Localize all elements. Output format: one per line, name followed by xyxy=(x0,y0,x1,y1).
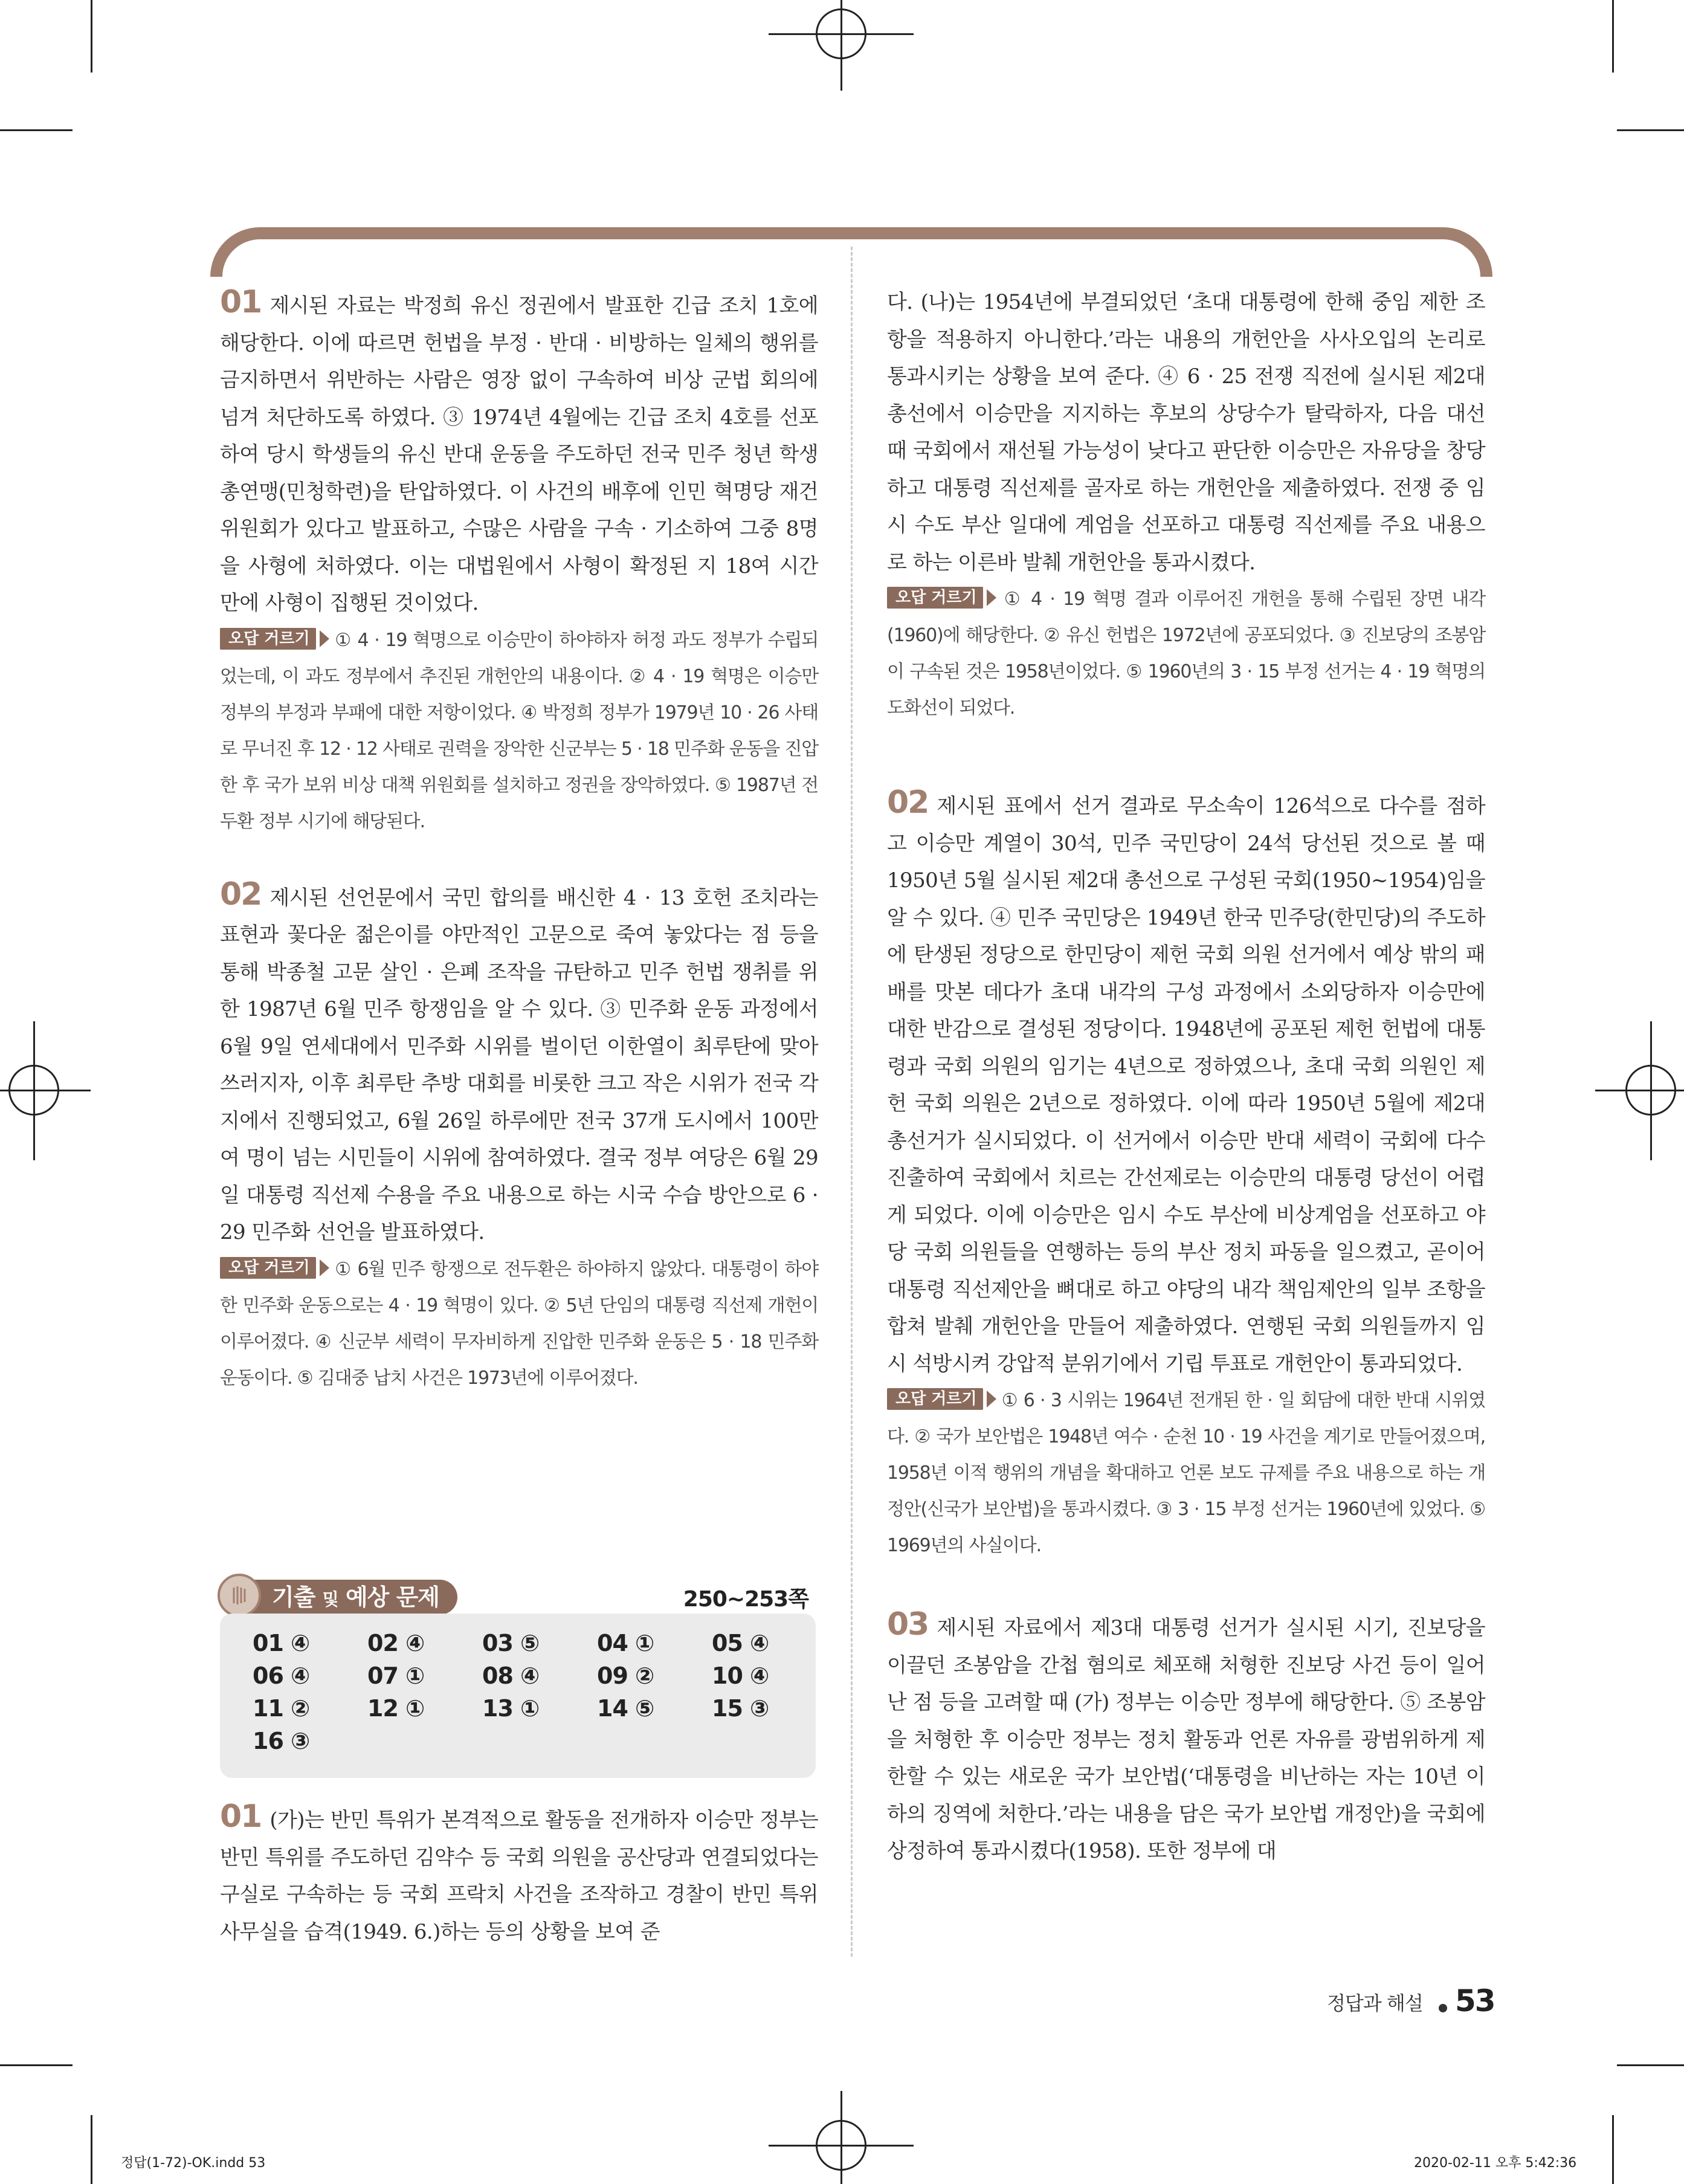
left-column-bottom xyxy=(220,1798,818,1951)
page-number: 53 xyxy=(1455,1983,1495,2018)
answer-item: 06 ④ xyxy=(253,1662,310,1689)
book-icon xyxy=(218,1574,261,1617)
answer-item: 01 ④ xyxy=(253,1630,310,1656)
crop-mark-top-left xyxy=(91,0,92,73)
print-slug-time: 2020-02-11 오후 5:42:36 xyxy=(1414,2156,1577,2171)
answer-item: 07 ① xyxy=(367,1662,425,1689)
wrong-answer-note xyxy=(887,581,1485,726)
wrong-answer-tag: 오답 거르기 xyxy=(220,1257,316,1279)
question-number: 02 xyxy=(220,876,262,913)
right-column xyxy=(887,284,1485,1870)
crop-mark-right-top xyxy=(1617,129,1684,131)
answer-section-title: 기출 및 예상 문제 xyxy=(242,1580,457,1615)
crop-mark-bottom-left xyxy=(91,2115,92,2184)
wrong-answer-tag: 오답 거르기 xyxy=(220,628,316,650)
answer-item: 16 ③ xyxy=(253,1728,310,1754)
answer-item: 11 ② xyxy=(253,1695,310,1722)
explanation-text: 제시된 표에서 선거 결과로 무소속이 126석으로 다수를 점하고 이승만 계열이 30석, 민주 국민당이 24석 당선된 것으로 볼 때 1950년 5월 실시된 제2대 총선으로 구성된 국회(1950~1954)임을 알 수 있다. ④ 민주 국민당은 1949년 한국 민주당(한민당)의 주도하에 탄생된 정당으로 한민당이 제헌 국회 의원 선거에서 예상 밖의 패배를 맛본 데다가 초대 내각의 구성 과정에서 소외당하자 이승만에 대한 반감으로 결성된 정당이다. 1948년에 공포된 제헌 헌법에 대통령과 국회 의원의 임기는 4년으로 정하였으나, 초대 국회 의원인 제헌 국회 의원은 2년으로 정하였다. 이에 따라 1950년 5월에 제2대 총선거가 실시되었다. 이 선거에서 이승만 반대 세력이 국회에 다수 진출하여 국회에서 치르는 간선제로는 이승만의 대통령 당선이 어렵게 되었다. 이에 이승만은 임시 수도 부산에 비상계엄을 선포하고 야당 국회 의원들을 연행하는 등의 부산 정치 파동을 일으켰고, 곧이어 대통령 직선제안을 뼈대로 하고 야당의 내각 책임제안의 일부 조항을 합쳐 발췌 개헌안을 만들어 제출하였다. 연행된 국회 의원들까지 임시 석방시켜 강압적 분위기에서 기립 투표로 개헌안이 통과되었다. xyxy=(887,794,1485,1376)
crop-mark-bottom-right xyxy=(1612,2115,1614,2184)
left-column xyxy=(220,284,818,1397)
answer-section-header xyxy=(218,1571,816,1620)
crop-mark-left-top xyxy=(0,129,73,131)
answer-item: 15 ③ xyxy=(712,1695,769,1722)
wrong-answer-note xyxy=(220,1252,818,1397)
explanation-text: 제시된 자료에서 제3대 대통령 선거가 실시된 시기, 진보당을 이끌던 조봉암을 간첩 혐의로 체포해 처형한 진보당 사건 등이 일어난 점 등을 고려할 때 (가) 정부는 이승만 정부에 해당한다. ⑤ 조봉암을 처형한 후 이승만 정부는 정치 활동과 언론 자유를 광범위하게 제한할 수 있는 새로운 국가 보안법(‘대통령을 비난하는 자는 10년 이하의 징역에 처한다.’라는 내용을 담은 국가 보안법 개정안)을 국회에 상정하여 통과시켰다(1958). 또한 정부에 대 xyxy=(887,1616,1485,1863)
answer-item: 13 ① xyxy=(482,1695,540,1722)
explanation-paragraph xyxy=(220,284,818,622)
explanation-paragraph xyxy=(220,876,818,1252)
answer-page-range: 250~253쪽 xyxy=(683,1587,808,1612)
answer-item: 12 ① xyxy=(367,1695,425,1722)
answer-item: 04 ① xyxy=(597,1630,654,1656)
explanation-paragraph xyxy=(220,1798,818,1951)
question-number: 01 xyxy=(220,1798,262,1835)
explanation-paragraph xyxy=(887,784,1485,1383)
wrong-answer-text: ① 6 · 3 시위는 1964년 전개된 한 · 일 회담에 대한 반대 시위였다. ② 국가 보안법은 1948년 여수 · 순천 10 · 19 사건을 계기로 만들어졌으며, 1958년 이적 행위의 개념을 확대하고 언론 보도 규제를 주요 내용으로 하는 개정안(신국가 보안법)을 통과시켰다. ③ 3 · 15 부정 선거는 1960년에 있었다. ⑤ 1969년의 사실이다. xyxy=(887,1390,1485,1556)
explanation-text: (가)는 반민 특위가 본격적으로 활동을 전개하자 이승만 정부는 반민 특위를 주도하던 김약수 등 국회 의원을 공산당과 연결되었다는 구실로 구속하는 등 국회 프락치 사건을 조작하고 경찰이 반민 특위 사무실을 습격(1949. 6.)하는 등의 상황을 보여 준 xyxy=(220,1808,818,1944)
footer-bullet xyxy=(1439,2004,1447,2012)
wrong-answer-text: ① 4 · 19 혁명 결과 이루어진 개헌을 통해 수립된 장면 내각(1960)에 해당한다. ② 유신 헌법은 1972년에 공포되었다. ③ 진보당의 조봉암이 구속된 것은 1958년이었다. ⑤ 1960년의 3 · 15 부정 선거는 4 · 19 혁명의 도화선이 되었다. xyxy=(887,589,1485,719)
answer-item: 10 ④ xyxy=(712,1662,769,1689)
wrong-answer-note xyxy=(220,622,818,840)
answer-item: 08 ④ xyxy=(482,1662,540,1689)
answer-item: 05 ④ xyxy=(712,1630,769,1656)
answer-key-box xyxy=(220,1614,816,1778)
answer-item: 02 ④ xyxy=(367,1630,425,1656)
answer-item: 09 ② xyxy=(597,1662,654,1689)
answer-item: 14 ⑤ xyxy=(597,1695,654,1722)
question-number: 03 xyxy=(887,1606,929,1643)
wrong-answer-tag: 오답 거르기 xyxy=(887,587,983,609)
explanation-paragraph: 다. (나)는 1954년에 부결되었던 ‘초대 대통령에 한해 중임 제한 조항을 적용하지 아니한다.’라는 내용의 개헌안을 사사오입의 논리로 통과시키는 상황을 보여 준다. ④ 6 · 25 전쟁 직전에 실시된 제2대 총선에서 이승만을 지지하는 후보의 상당수가 탈락하자, 다음 대선 때 국회에서 재선될 가능성이 낮다고 판단한 이승만은 자유당을 창당하고 대통령 직선제를 골자로 하는 개헌안을 제출하였다. 전쟁 중 임시 수도 부산 일대에 계엄을 선포하고 대통령 직선제를 주요 내용으로 하는 이른바 발췌 개헌안을 통과시켰다. xyxy=(887,290,1485,575)
crop-mark-right-bottom xyxy=(1617,2064,1684,2066)
wrong-answer-text: ① 4 · 19 혁명으로 이승만이 하야하자 허정 과도 정부가 수립되었는데, 이 과도 정부에서 추진된 개헌안의 내용이다. ② 4 · 19 혁명은 이승만 정부의 부정과 부패에 대한 저항이었다. ④ 박정희 정부가 1979년 10 · 26 사태로 무너진 후 12 · 12 사태로 권력을 장악한 신군부는 5 · 18 민주화 운동을 진압한 후 국가 보위 비상 대책 위원회를 설치하고 정권을 장악하였다. ⑤ 1987년 전두환 정부 시기에 해당된다. xyxy=(220,629,818,832)
question-number: 02 xyxy=(887,784,929,821)
crop-mark-left-bottom xyxy=(0,2064,73,2066)
crop-mark-top-right xyxy=(1612,0,1614,73)
section-label: 정답과 해설 xyxy=(1327,1992,1423,2015)
wrong-answer-text: ① 6월 민주 항쟁으로 전두환은 하야하지 않았다. 대통령이 하야한 민주화 운동으로는 4 · 19 혁명이 있다. ② 5년 단임의 대통령 직선제 개헌이 이루어졌다. ④ 신군부 세력이 무자비하게 진압한 민주화 운동은 5 · 18 민주화 운동이다. ⑤ 김대중 납치 사건은 1973년에 이루어졌다. xyxy=(220,1258,818,1389)
explanation-text: 제시된 자료는 박정희 유신 정권에서 발표한 긴급 조치 1호에 해당한다. 이에 따르면 헌법을 부정 · 반대 · 비방하는 일체의 행위를 금지하면서 위반하는 사람은 영장 없이 구속하여 비상 군법 회의에 넘겨 처단하도록 하였다. ③ 1974년 4월에는 긴급 조치 4호를 선포하여 당시 학생들의 유신 반대 운동을 주도하던 전국 민주 청년 학생 총연맹(민청학련)을 탄압하였다. 이 사건의 배후에 인민 혁명당 재건 위원회가 있다고 발표하고, 수많은 사람을 구속 · 기소하여 그중 8명을 사형에 처하였다. 이는 대법원에서 사형이 확정된 지 18여 시간 만에 사형이 집행된 것이었다. xyxy=(220,294,818,615)
explanation-text: 제시된 선언문에서 국민 합의를 배신한 4 · 13 호헌 조치라는 표현과 꽃다운 젊은이를 야만적인 고문으로 죽여 놓았다는 점 등을 통해 박종철 고문 살인 · 은폐 조작을 규탄하고 민주 헌법 쟁취를 위한 1987년 6월 민주 항쟁임을 알 수 있다. ③ 민주화 운동 과정에서 6월 9일 연세대에서 민주화 시위를 벌이던 이한열이 최루탄에 맞아 쓰러지자, 이후 최루탄 추방 대회를 비롯한 크고 작은 시위가 전국 각지에서 진행되었고, 6월 26일 하루에만 전국 37개 도시에서 100만여 명이 넘는 시민들이 시위에 참여하였다. 결국 정부 여당은 6월 29일 대통령 직선제 수용을 주요 내용으로 하는 시국 수습 방안으로 6 · 29 민주화 선언을 발표하였다. xyxy=(220,885,818,1244)
wrong-answer-tag: 오답 거르기 xyxy=(887,1388,983,1410)
answer-grid xyxy=(253,1627,816,1757)
answer-item: 03 ⑤ xyxy=(482,1630,540,1656)
explanation-paragraph xyxy=(887,1606,1485,1870)
column-divider xyxy=(851,247,853,1957)
print-slug-file: 정답(1-72)-OK.indd 53 xyxy=(121,2156,266,2171)
question-number: 01 xyxy=(220,284,262,320)
wrong-answer-note xyxy=(887,1383,1485,1564)
